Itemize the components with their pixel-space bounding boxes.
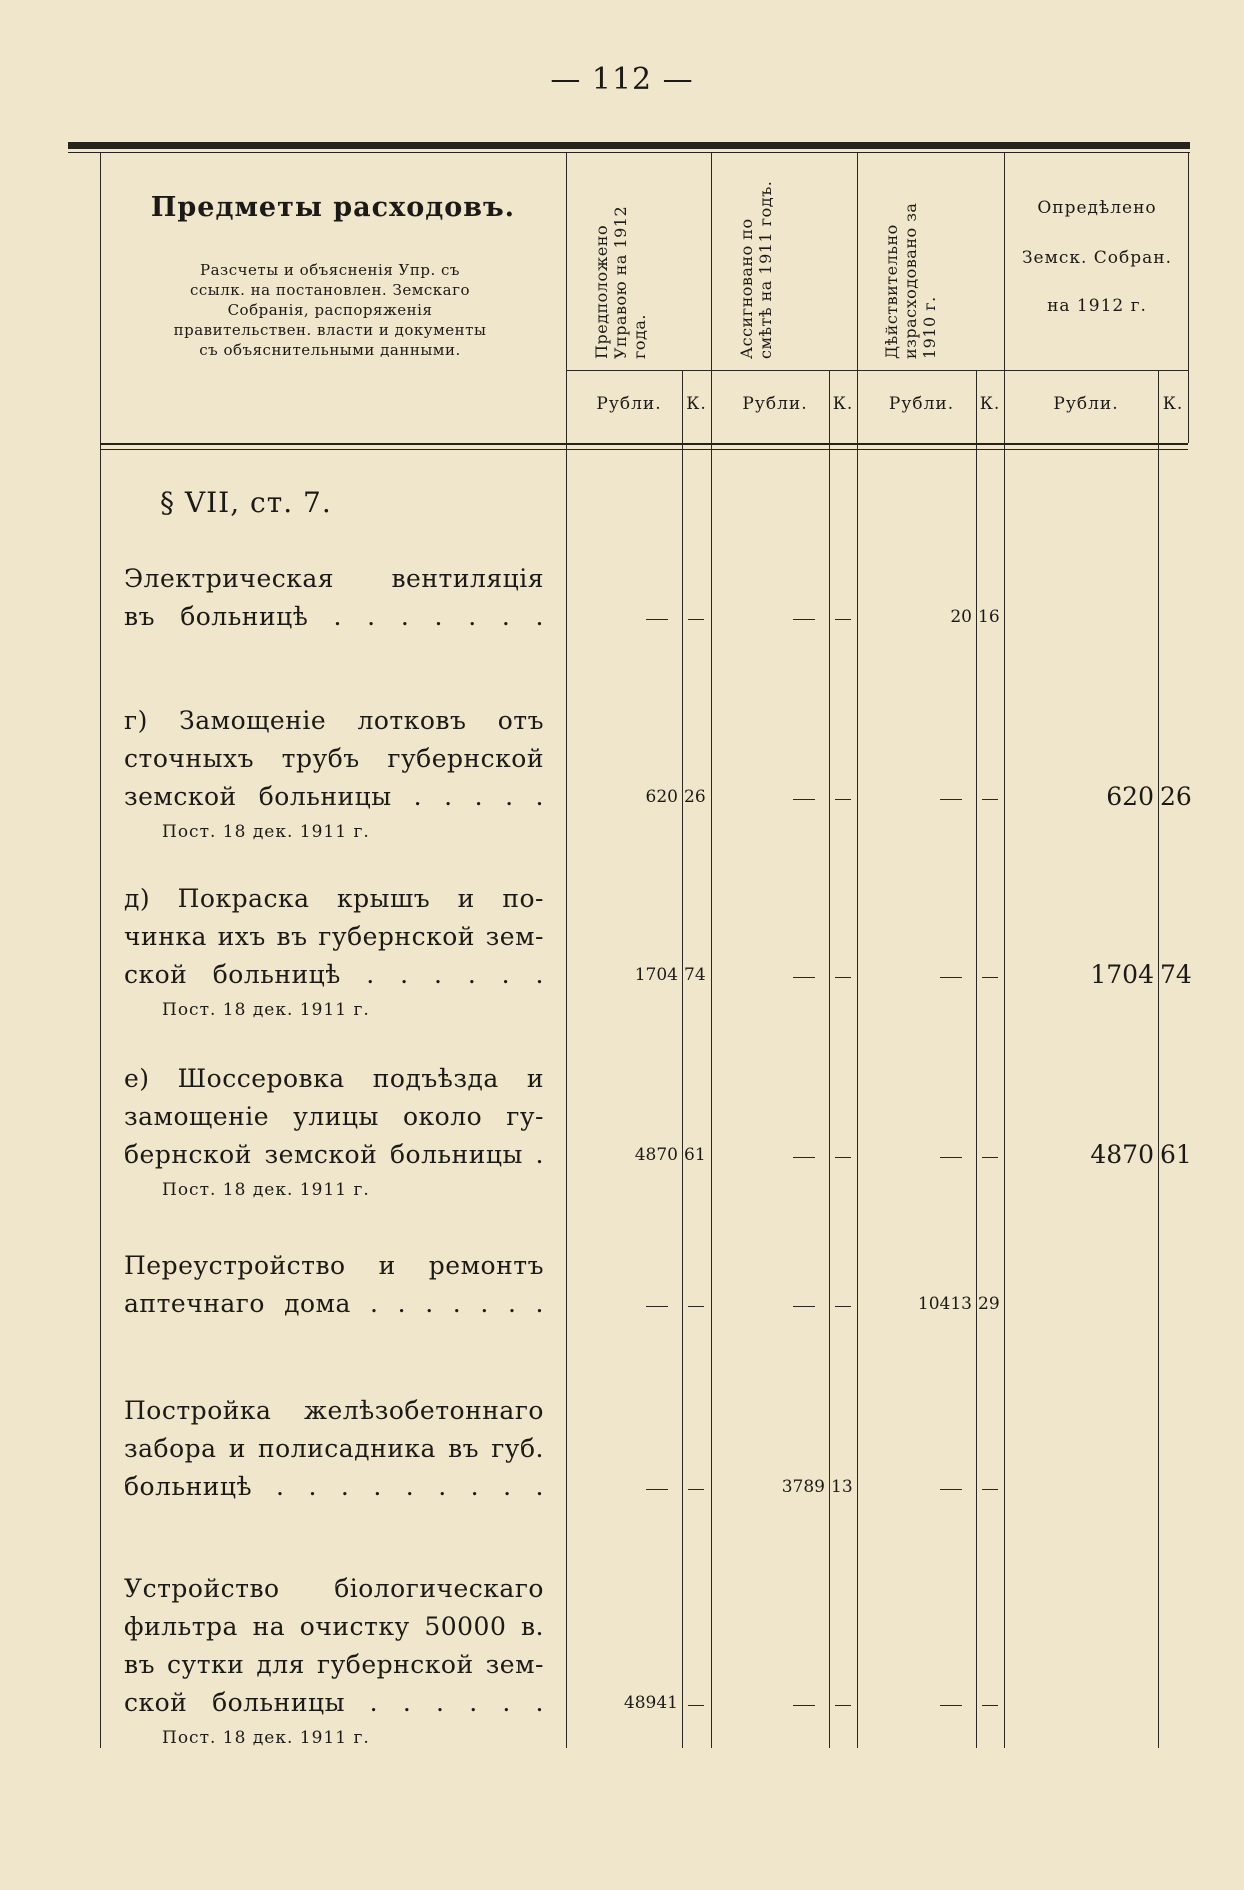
proposed-kopecks: 74 xyxy=(684,965,706,985)
col-divider-3 xyxy=(857,153,858,1748)
expense-item-7 xyxy=(124,1570,544,1722)
proposed-rubles: 48941 xyxy=(623,1693,678,1713)
header-unit-rule xyxy=(566,370,1188,371)
proposed-kopecks xyxy=(688,619,704,620)
expense-item-line: забора и полисадника въ губ. xyxy=(124,1434,544,1463)
expense-item-line: аптечнаго дома . . . . . . . xyxy=(124,1289,544,1318)
unit-rub-2: Рубли. xyxy=(742,394,808,414)
spent-rubles xyxy=(940,1489,962,1490)
col-divider-2 xyxy=(711,153,712,1748)
header-bottom-rule xyxy=(100,443,1188,445)
col-divider-desc xyxy=(566,153,567,1748)
approved-kopecks: 61 xyxy=(1160,1140,1192,1169)
assigned-rubles xyxy=(793,977,815,978)
header-subtitle: Разсчеты и объясненія Упр. съ ссылк. на постановлен. Земскаго Собранія, распоряженія правительствен. власти и документы съ объяснительными данными. xyxy=(173,261,487,359)
resolution-note: Пост. 18 дек. 1911 г. xyxy=(162,1728,370,1748)
header-bottom-rule-thin xyxy=(100,449,1188,450)
spent-rubles: 10413 xyxy=(917,1294,972,1314)
expense-item-line: сточныхъ трубъ губернской xyxy=(124,744,544,773)
expense-item-line: е) Шоссеровка подъѣзда и xyxy=(124,1064,544,1093)
assigned-kopecks xyxy=(835,799,851,800)
expense-item-6 xyxy=(124,1392,544,1506)
expense-item-1 xyxy=(124,560,544,636)
assigned-rubles xyxy=(793,1705,815,1706)
assigned-kopecks: 13 xyxy=(831,1477,853,1497)
unit-rub-3: Рубли. xyxy=(888,394,955,414)
proposed-rubles: 1704 xyxy=(634,965,678,985)
assigned-rubles xyxy=(793,619,815,620)
unit-rub-4: Рубли. xyxy=(1053,394,1119,414)
approved-kopecks: 26 xyxy=(1160,782,1192,811)
approved-rubles: 620 xyxy=(1106,782,1154,811)
header-col-approved-line3: на 1912 г. xyxy=(1047,296,1147,316)
proposed-kopecks: 61 xyxy=(684,1145,706,1165)
spent-kopecks xyxy=(982,1157,998,1158)
spent-kopecks xyxy=(982,1705,998,1706)
expense-item-line: бернской земской больницы . xyxy=(124,1140,544,1169)
expense-item-5 xyxy=(124,1247,544,1323)
expense-item-line: г) Замощеніе лотковъ отъ xyxy=(124,706,544,735)
expense-item-line: Электрическая вентиляція xyxy=(124,564,544,593)
spent-kopecks xyxy=(982,799,998,800)
expense-item-line: въ больницѣ . . . . . . . xyxy=(124,602,544,631)
assigned-rubles xyxy=(793,799,815,800)
expense-item-line: больницѣ . . . . . . . . . xyxy=(124,1472,544,1501)
assigned-rubles xyxy=(793,1157,815,1158)
assigned-rubles xyxy=(793,1306,815,1307)
unit-kop-4: К. xyxy=(1162,394,1184,414)
spent-rubles: 20 xyxy=(950,607,972,627)
resolution-note: Пост. 18 дек. 1911 г. xyxy=(162,1180,370,1200)
unit-rub-1: Рубли. xyxy=(596,394,662,414)
resolution-note: Пост. 18 дек. 1911 г. xyxy=(162,822,370,842)
spent-rubles xyxy=(940,977,962,978)
spent-rubles xyxy=(940,799,962,800)
expense-item-line: чинка ихъ въ губернской зем- xyxy=(124,922,544,951)
proposed-rubles xyxy=(646,1306,668,1307)
header-col-proposed: Предположено Управою на 1912 года. xyxy=(592,205,649,359)
expense-item-2 xyxy=(124,702,544,816)
col-divider-kop1 xyxy=(682,370,683,1748)
col-divider-kop4 xyxy=(1158,370,1159,1748)
top-rule xyxy=(68,142,1190,149)
assigned-kopecks xyxy=(835,1705,851,1706)
spent-kopecks: 16 xyxy=(978,607,1000,627)
col-divider-kop2 xyxy=(829,370,830,1748)
spent-rubles xyxy=(940,1705,962,1706)
expense-item-line: фильтра на очистку 50000 в. xyxy=(124,1612,544,1641)
proposed-rubles: 620 xyxy=(645,787,678,807)
assigned-rubles: 3789 xyxy=(781,1477,825,1497)
page-number: — 112 — xyxy=(550,62,694,97)
approved-rubles: 4870 xyxy=(1090,1140,1154,1169)
approved-kopecks: 74 xyxy=(1160,960,1192,989)
spent-kopecks xyxy=(982,977,998,978)
expense-item-4 xyxy=(124,1060,544,1174)
expense-item-3 xyxy=(124,880,544,994)
expense-item-line: замощеніе улицы около гу- xyxy=(124,1102,544,1131)
header-title: Предметы расходовъ. xyxy=(150,192,516,223)
unit-kop-2: К. xyxy=(832,394,854,414)
approved-rubles: 1704 xyxy=(1090,960,1154,989)
resolution-note: Пост. 18 дек. 1911 г. xyxy=(162,1000,370,1020)
table-left-border xyxy=(100,153,101,1748)
unit-kop-3: К. xyxy=(979,394,1001,414)
unit-kop-1: К. xyxy=(686,394,707,414)
spent-rubles xyxy=(940,1157,962,1158)
expense-item-line: Переустройство и ремонтъ xyxy=(124,1251,544,1280)
top-rule-thin xyxy=(68,152,1190,153)
expense-item-line: д) Покраска крышъ и по- xyxy=(124,884,544,913)
expense-item-line: ской больницѣ . . . . . . xyxy=(124,960,544,989)
proposed-rubles xyxy=(646,619,668,620)
assigned-kopecks xyxy=(835,1157,851,1158)
header-col-assigned: Ассигновано по смѣтѣ на 1911 годъ. xyxy=(737,180,775,359)
spent-kopecks: 29 xyxy=(978,1294,1000,1314)
spent-kopecks xyxy=(982,1489,998,1490)
col-divider-4 xyxy=(1004,153,1005,1748)
expense-item-line: земской больницы . . . . . xyxy=(124,782,544,811)
header-col-approved-line1: Опредѣлено xyxy=(1037,198,1157,218)
proposed-kopecks xyxy=(688,1306,704,1307)
expense-item-line: въ сутки для губернской зем- xyxy=(124,1650,544,1679)
col-divider-kop3 xyxy=(976,370,977,1748)
header-col-approved-line2: Земск. Собран. xyxy=(1021,248,1173,268)
proposed-kopecks: 26 xyxy=(684,787,706,807)
proposed-rubles: 4870 xyxy=(634,1145,678,1165)
proposed-kopecks xyxy=(688,1705,704,1706)
section-heading: § VII, ст. 7. xyxy=(160,486,332,519)
expense-item-line: ской больницы . . . . . . xyxy=(124,1688,544,1717)
assigned-kopecks xyxy=(835,977,851,978)
proposed-rubles xyxy=(646,1489,668,1490)
expense-item-line: Устройство біологическаго xyxy=(124,1574,544,1603)
header-col-spent: Дѣйствительно израсходовано за 1910 г. xyxy=(882,202,939,359)
expense-item-line: Постройка желѣзобетоннаго xyxy=(124,1396,544,1425)
